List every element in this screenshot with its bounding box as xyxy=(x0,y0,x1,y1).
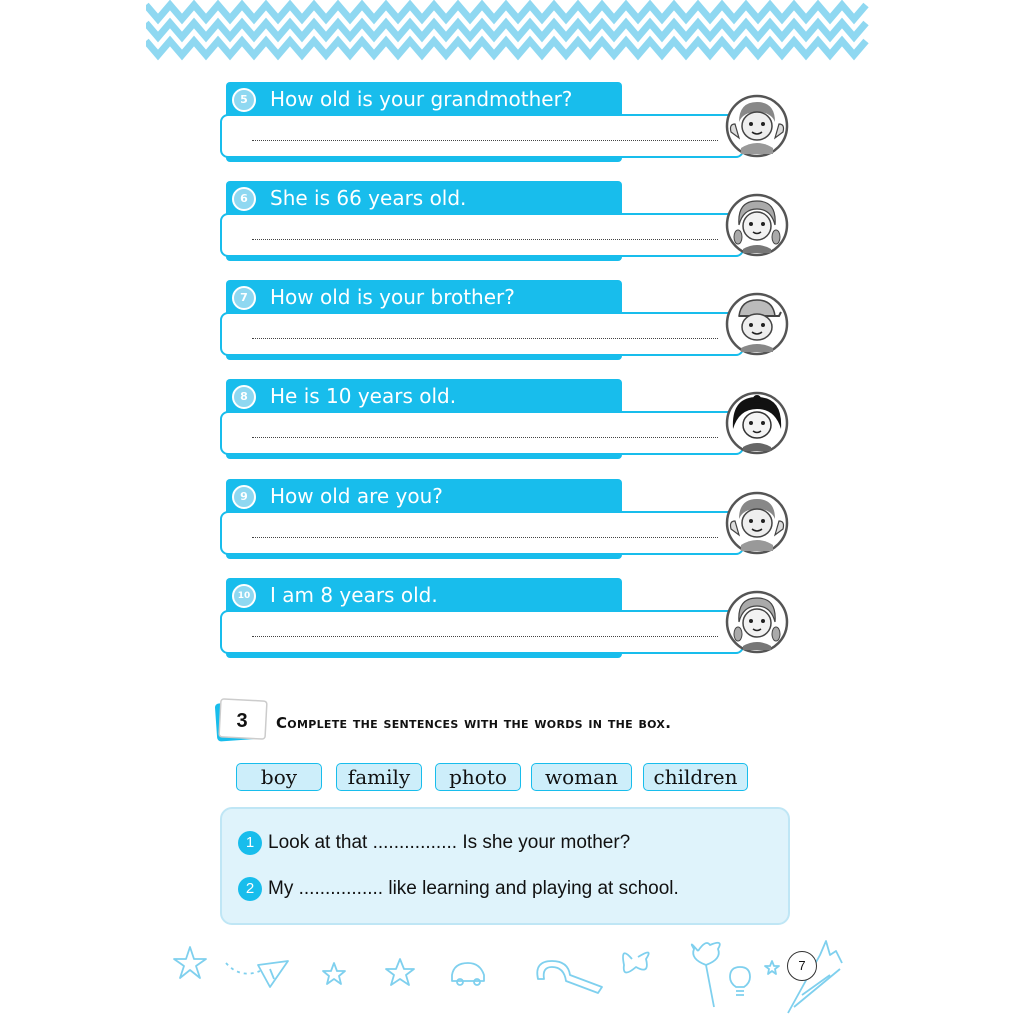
car-icon xyxy=(452,963,484,981)
sentence-text: My ................ like learning and playing at school. xyxy=(268,878,679,899)
section-number: 3 xyxy=(236,710,248,732)
question-text: She is 66 years old. xyxy=(270,186,467,210)
paper-plane-icon xyxy=(258,961,288,987)
answer-line[interactable] xyxy=(252,239,718,240)
question-text: How old are you? xyxy=(270,484,443,508)
word-chip[interactable]: children xyxy=(643,763,748,791)
zigzag-header-decoration xyxy=(146,0,870,62)
answer-box[interactable] xyxy=(220,114,744,158)
dashed-trail-icon xyxy=(226,963,260,974)
question-text: How old is your brother? xyxy=(270,285,515,309)
answer-box[interactable] xyxy=(220,511,744,555)
star-icon xyxy=(323,963,345,984)
question-row xyxy=(220,379,800,463)
question-text: I am 8 years old. xyxy=(270,583,438,607)
girl-braids-icon xyxy=(725,193,789,257)
word-chip[interactable]: boy xyxy=(236,763,322,791)
answer-box[interactable] xyxy=(220,411,744,455)
question-text: How old is your grandmother? xyxy=(270,87,573,111)
question-number: 10 xyxy=(232,584,256,608)
question-row xyxy=(220,82,800,166)
answer-line[interactable] xyxy=(252,338,718,339)
answer-box[interactable] xyxy=(220,312,744,356)
sentences-panel xyxy=(220,807,790,925)
candy-cane-icon xyxy=(537,961,602,993)
star-icon xyxy=(174,947,206,978)
question-number: 7 xyxy=(232,286,256,310)
section-number-badge xyxy=(212,696,274,748)
word-chip[interactable]: woman xyxy=(531,763,632,791)
question-number: 5 xyxy=(232,88,256,112)
sentence xyxy=(238,831,630,855)
girl-dark-hair-icon xyxy=(725,391,789,455)
butterfly-icon xyxy=(623,952,649,972)
boy-waving-icon xyxy=(725,491,789,555)
footer-doodles-decoration xyxy=(170,935,860,1017)
sentence-text: Look at that ................ Is she your mother? xyxy=(268,832,631,853)
answer-line[interactable] xyxy=(252,140,718,141)
boy-cap-icon xyxy=(725,292,789,356)
boy-waving-icon xyxy=(725,94,789,158)
answer-box[interactable] xyxy=(220,213,744,257)
answer-line[interactable] xyxy=(252,437,718,438)
word-chip[interactable]: family xyxy=(336,763,422,791)
sentence-number: 1 xyxy=(238,831,262,855)
balloon-heart-icon xyxy=(692,943,720,1007)
question-row xyxy=(220,479,800,563)
question-row xyxy=(220,181,800,265)
answer-line[interactable] xyxy=(252,537,718,538)
star-icon xyxy=(765,961,779,974)
question-number: 8 xyxy=(232,385,256,409)
question-number: 6 xyxy=(232,187,256,211)
question-number: 9 xyxy=(232,485,256,509)
answer-line[interactable] xyxy=(252,636,718,637)
girl-braids-icon xyxy=(725,590,789,654)
sentence xyxy=(238,877,679,901)
answer-box[interactable] xyxy=(220,610,744,654)
question-row xyxy=(220,578,800,662)
question-text: He is 10 years old. xyxy=(270,384,457,408)
word-chip[interactable]: photo xyxy=(435,763,521,791)
page-number: 7 xyxy=(787,951,817,981)
lightbulb-icon xyxy=(730,967,750,995)
section-title: Complete the sentences with the words in the box. xyxy=(276,714,672,732)
star-icon xyxy=(386,959,414,985)
question-row xyxy=(220,280,800,364)
sentence-number: 2 xyxy=(238,877,262,901)
